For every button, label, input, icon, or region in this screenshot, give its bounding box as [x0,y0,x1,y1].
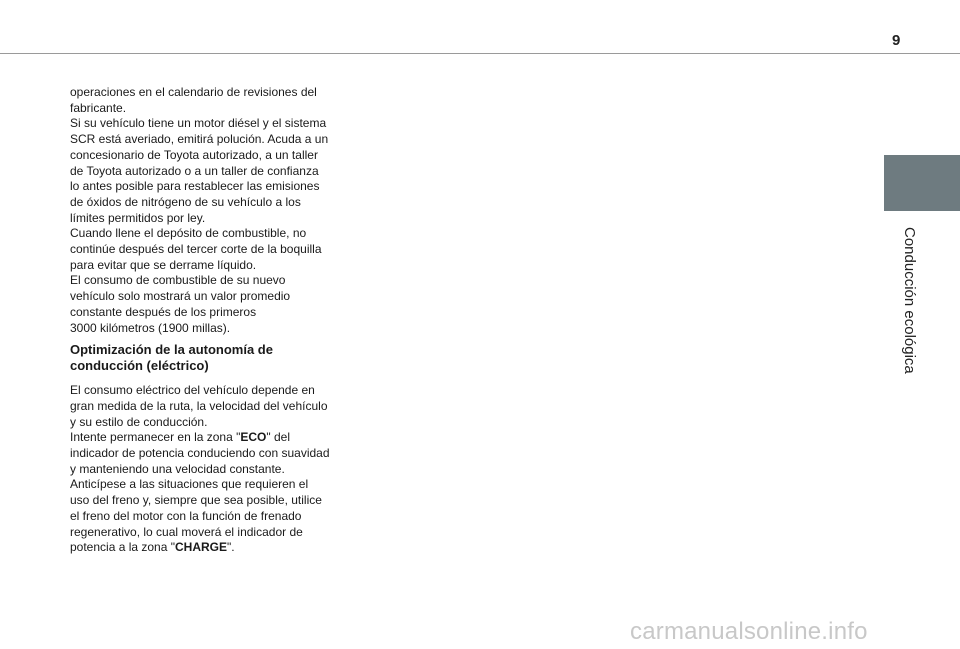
text-line: vehículo solo mostrará un valor promedio [70,289,291,304]
heading-line: conducción (eléctrico) [70,358,209,374]
watermark: carmanualsonline.info [630,618,868,645]
text-line: 3000 kilómetros (1900 millas). [70,320,231,335]
header-rule [0,53,960,54]
text-fragment: potencia a la zona " [70,540,175,555]
eco-line [70,430,290,444]
text-line: Si su vehículo tiene un motor diésel y el sistema [70,116,327,131]
text-line: gran medida de la ruta, la velocidad del vehículo [70,398,328,413]
text-line: Cuando llene el depósito de combustible, no [70,226,307,241]
body-column [70,85,330,556]
eco-label: ECO [240,430,267,445]
text-line: de óxidos de nitrógeno de su vehículo a los [70,194,301,209]
text-line: límites permitidos por ley. [70,210,206,225]
text-fragment: " del [266,430,290,445]
text-line: El consumo de combustible de su nuevo [70,273,286,288]
page-number: 9 [892,32,901,49]
heading-line: Optimización de la autonomía de [70,342,273,358]
section-tab [884,155,960,211]
text-line: fabricante. [70,100,127,115]
text-line: indicador de potencia conduciendo con suavidad [70,446,330,461]
text-line: regenerativo, lo cual moverá el indicador de [70,524,303,539]
section-label: Conducción ecológica [901,226,918,374]
text-line: constante después de los primeros [70,304,257,319]
text-line: de Toyota autorizado o a un taller de confianza [70,163,319,178]
text-line: y manteniendo una velocidad constante. [70,461,285,476]
paragraph-intro [70,85,330,336]
text-line: y su estilo de conducción. [70,414,208,429]
text-line: El consumo eléctrico del vehículo depende en [70,383,315,398]
text-fragment: ". [227,540,235,555]
charge-line [70,540,235,554]
text-line: el freno del motor con la función de frenado [70,508,302,523]
text-line: para evitar que se derrame líquido. [70,257,257,272]
text-line: concesionario de Toyota autorizado, a un taller [70,147,318,162]
text-line: SCR está averiado, emitirá polución. Acuda a un [70,132,329,147]
charge-label: CHARGE [175,540,228,555]
text-line: uso del freno y, siempre que sea posible, utilice [70,493,322,508]
text-line: operaciones en el calendario de revisiones del [70,85,317,99]
section-heading [70,342,330,374]
paragraph-electric [70,383,330,556]
text-fragment: Intente permanecer en la zona " [70,430,241,445]
text-line: lo antes posible para restablecer las emisiones [70,179,320,194]
text-line: continúe después del tercer corte de la boquilla [70,242,322,257]
text-line: Anticípese a las situaciones que requieren el [70,477,309,492]
